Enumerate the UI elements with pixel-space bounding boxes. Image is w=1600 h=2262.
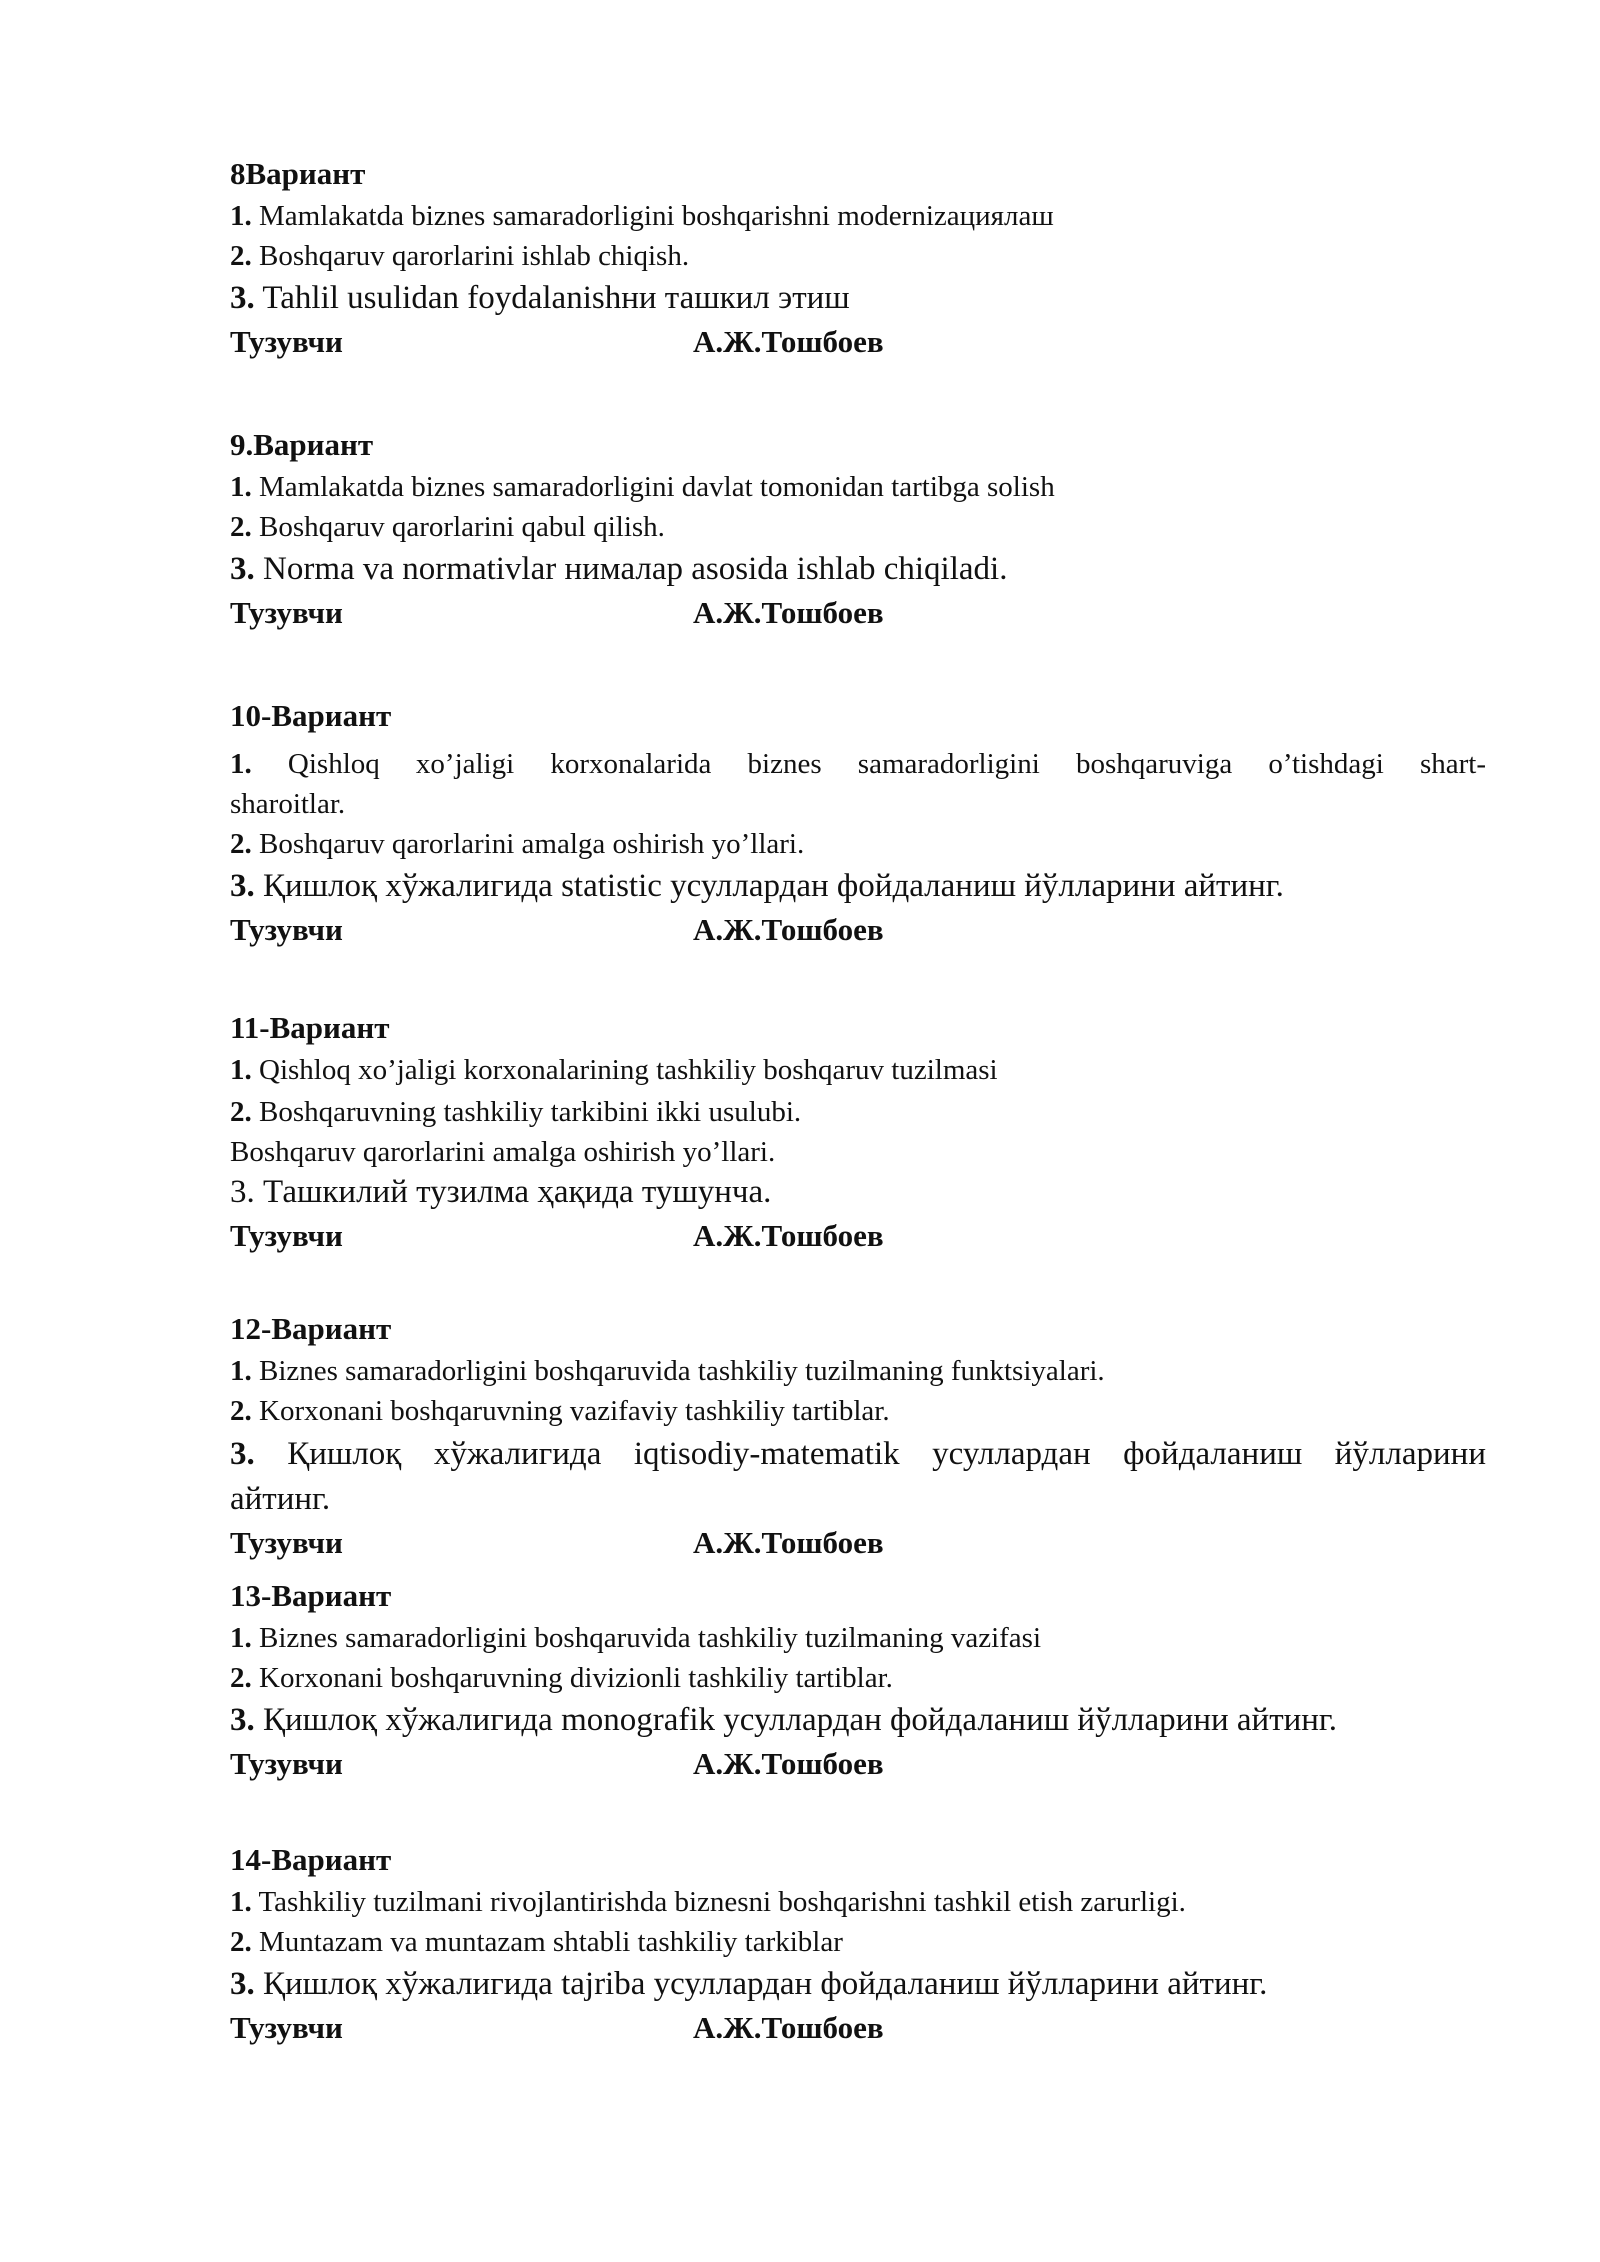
question-text: Қишлоқ хўжалигида iqtisodiy-matematik усуллардан фойдаланиш йўлларини bbox=[254, 1436, 1486, 1472]
question-text: Korxonani boshqaruvning vazifaviy tashkiliy tartiblar. bbox=[251, 1395, 890, 1427]
question-text: Boshqaruv qarorlarini ishlab chiqish. bbox=[251, 240, 690, 272]
question-number: 1. bbox=[230, 1054, 252, 1086]
author-name: А.Ж.Тошбоев bbox=[693, 912, 884, 947]
question-number: 1. bbox=[230, 748, 252, 780]
question-2 bbox=[230, 1922, 1486, 1962]
question-1 bbox=[230, 467, 1486, 507]
question-1 bbox=[230, 196, 1486, 236]
variant-block bbox=[230, 1838, 1486, 2050]
question-number: 3. bbox=[230, 1436, 255, 1472]
question-number: 2. bbox=[230, 1662, 252, 1694]
question-number: 1. bbox=[230, 1355, 252, 1387]
question-2 bbox=[230, 507, 1486, 547]
question-3 bbox=[230, 1698, 1486, 1742]
signature-line bbox=[230, 1521, 1486, 1565]
compiler-label: Тузувчи bbox=[230, 595, 343, 630]
author-name: А.Ж.Тошбоев bbox=[693, 324, 884, 359]
variant-heading: 12-Вариант bbox=[230, 1311, 392, 1346]
question-1 bbox=[230, 1618, 1486, 1658]
question-text: Boshqaruv qarorlarini qabul qilish. bbox=[251, 511, 665, 543]
question-text: Muntazam va muntazam shtabli tashkiliy tarkiblar bbox=[251, 1926, 843, 1958]
variant-block bbox=[230, 694, 1486, 952]
compiler-label: Тузувчи bbox=[230, 1746, 343, 1781]
signature-line bbox=[230, 1214, 1486, 1258]
variant-block bbox=[230, 152, 1486, 364]
question-text: Mamlakatda biznes samaradorligini boshqarishni modernizaциялаш bbox=[251, 200, 1054, 232]
signature-line bbox=[230, 1742, 1486, 1786]
question-number: 2. bbox=[230, 1096, 252, 1128]
compiler-label: Тузувчи bbox=[230, 2010, 343, 2045]
question-text: Korxonani boshqaruvning divizionli tashkiliy tartiblar. bbox=[251, 1662, 893, 1694]
question-number: 3. bbox=[230, 868, 255, 904]
variant-block bbox=[230, 1574, 1486, 1786]
question-number: 1. bbox=[230, 1886, 252, 1918]
author-name: А.Ж.Тошбоев bbox=[693, 595, 884, 630]
question-3 bbox=[230, 1962, 1486, 2006]
author-name: А.Ж.Тошбоев bbox=[693, 2010, 884, 2045]
question-text: Qishloq xo’jaligi korxonalarining tashkiliy boshqaruv tuzilmasi bbox=[251, 1054, 998, 1086]
question-2 bbox=[230, 1391, 1486, 1431]
question-text: Biznes samaradorligini boshqaruvida tashkiliy tuzilmaning vazifasi bbox=[251, 1622, 1042, 1654]
question-3-continuation: айтинг. bbox=[230, 1481, 331, 1517]
question-2 bbox=[230, 824, 1486, 864]
question-2 bbox=[230, 1090, 1486, 1134]
compiler-label: Тузувчи bbox=[230, 1525, 343, 1560]
variant-heading: 13-Вариант bbox=[230, 1578, 392, 1613]
question-text: Mamlakatda biznes samaradorligini davlat tomonidan tartibga solish bbox=[251, 471, 1055, 503]
question-text: Қишлоқ хўжалигида statistic усуллардан фойдаланиш йўлларини айтинг. bbox=[254, 868, 1284, 904]
question-number: 2. bbox=[230, 240, 252, 272]
question-text: Tashkiliy tuzilmani rivojlantirishda biznesni boshqarishni tashkil etish zarurligi. bbox=[251, 1886, 1186, 1918]
question-number: 2. bbox=[230, 511, 252, 543]
question-text: Qishloq xo’jaligi korxonalarida biznes samaradorligini boshqaruviga o’tishdagi shart- bbox=[251, 748, 1486, 780]
question-1-continuation: sharoitlar. bbox=[230, 788, 346, 820]
question-number: 1. bbox=[230, 471, 252, 503]
question-text: Қишлоқ хўжалигида tajriba усуллардан фойдаланиш йўлларини айтинг. bbox=[254, 1966, 1268, 2002]
compiler-label: Тузувчи bbox=[230, 912, 343, 947]
question-3 bbox=[230, 1431, 1486, 1477]
question-text: Қишлоқ хўжалигида monografik усуллардан фойдаланиш йўлларини айтинг. bbox=[254, 1702, 1337, 1738]
question-text: Boshqaruvning tashkiliy tarkibini ikki usulubi. bbox=[251, 1096, 802, 1128]
question-number: 1. bbox=[230, 200, 252, 232]
variant-heading: 11-Вариант bbox=[230, 1010, 390, 1045]
question-text: Tahlil usulidan foydalanishни ташкил этиш bbox=[254, 280, 850, 316]
question-text: Boshqaruv qarorlarini amalga oshirish yo’llari. bbox=[251, 828, 805, 860]
question-number: 3. bbox=[230, 1702, 255, 1738]
question-3 bbox=[230, 864, 1486, 908]
variant-block bbox=[230, 423, 1486, 635]
question-2 bbox=[230, 236, 1486, 276]
question-3 bbox=[230, 547, 1486, 591]
signature-line bbox=[230, 908, 1486, 952]
signature-line bbox=[230, 2006, 1486, 2050]
question-text: Biznes samaradorligini boshqaruvida tashkiliy tuzilmaning funktsiyalari. bbox=[251, 1355, 1105, 1387]
question-number: 2. bbox=[230, 828, 252, 860]
question-2-extra-line: Boshqaruv qarorlarini amalga oshirish yo’llari. bbox=[230, 1136, 776, 1168]
question-number: 3. bbox=[230, 280, 255, 316]
question-number: 1. bbox=[230, 1622, 252, 1654]
author-name: А.Ж.Тошбоев bbox=[693, 1746, 884, 1781]
question-1 bbox=[230, 744, 1486, 784]
question-number: 2. bbox=[230, 1395, 252, 1427]
question-2 bbox=[230, 1658, 1486, 1698]
signature-line bbox=[230, 591, 1486, 635]
variant-block bbox=[230, 1307, 1486, 1565]
author-name: А.Ж.Тошбоев bbox=[693, 1525, 884, 1560]
author-name: А.Ж.Тошбоев bbox=[693, 1218, 884, 1253]
compiler-label: Тузувчи bbox=[230, 1218, 343, 1253]
question-1 bbox=[230, 1050, 1486, 1090]
question-1 bbox=[230, 1882, 1486, 1922]
question-number: 3. bbox=[230, 551, 255, 587]
question-3 bbox=[230, 276, 1486, 320]
variant-block bbox=[230, 1006, 1486, 1258]
variant-heading: 10-Вариант bbox=[230, 698, 392, 733]
question-3: 3. Ташкилий тузилма ҳақида тушунча. bbox=[230, 1174, 772, 1210]
question-number: 2. bbox=[230, 1926, 252, 1958]
variant-heading: 14-Вариант bbox=[230, 1842, 392, 1877]
question-1 bbox=[230, 1351, 1486, 1391]
question-text: Norma va normativlar нималар asosida ishlab chiqiladi. bbox=[254, 551, 1008, 587]
variant-heading: 8Вариант bbox=[230, 156, 366, 191]
question-number: 3. bbox=[230, 1966, 255, 2002]
signature-line bbox=[230, 320, 1486, 364]
variant-heading: 9.Вариант bbox=[230, 427, 374, 462]
compiler-label: Тузувчи bbox=[230, 324, 343, 359]
